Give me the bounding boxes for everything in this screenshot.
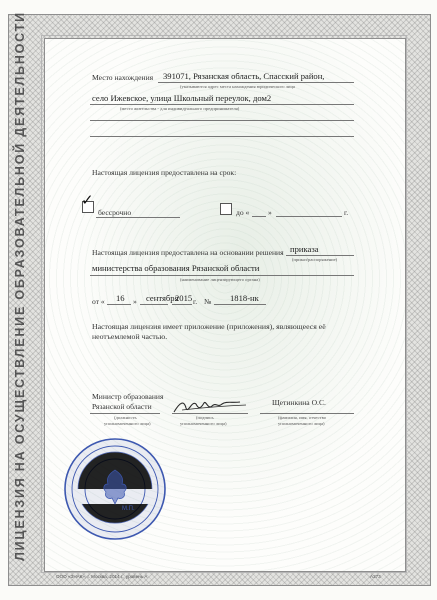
- signatory-position-1: Министр образования: [92, 392, 164, 401]
- signature-rule: [172, 413, 248, 414]
- location-rule-4: [90, 136, 354, 137]
- basis-doc-type-hint: (приказ/распоряжение): [292, 257, 338, 262]
- basis-doc-type-rule: [286, 255, 354, 256]
- until-year-suffix: г.: [344, 208, 349, 217]
- term-label: Настоящая лицензия предоставлена на срок:: [92, 168, 237, 177]
- location-label: Место нахождения: [92, 73, 154, 82]
- decision-from: от «: [92, 297, 105, 306]
- until-quote: »: [268, 208, 272, 217]
- position-hint-1: (должность: [114, 415, 137, 420]
- signature-hint-1: (подпись: [196, 415, 214, 420]
- appendix-text-1: Настоящая лицензия имеет приложение (приложения), являющееся её: [92, 322, 326, 331]
- position-hint-2: уполномоченного лица): [104, 421, 151, 426]
- signatory-name: Щетинкина О.С.: [272, 398, 326, 407]
- name-rule: [260, 413, 354, 414]
- until-prefix: до «: [236, 208, 250, 217]
- location-line2: село Ижевское, улица Школьный переулок, дом2: [92, 93, 272, 103]
- decision-day: 16: [116, 293, 125, 303]
- decision-year-rule: [172, 304, 192, 305]
- decision-number-rule: [214, 304, 266, 305]
- location-rule-1: [158, 82, 354, 83]
- unlimited-rule: [96, 217, 180, 218]
- until-checkbox[interactable]: [220, 203, 232, 215]
- stamp-center-text: М.П.: [122, 506, 135, 512]
- basis-authority: министерства образования Рязанской области: [92, 263, 260, 273]
- decision-month-rule: [140, 304, 168, 305]
- check-mark-icon: ✓: [81, 191, 94, 209]
- decision-number: 1818-нк: [230, 293, 259, 303]
- location-hint-1: (указываются адрес места нахождения юридического лица: [180, 84, 295, 89]
- basis-authority-hint: (наименование лицензирующего органа): [180, 277, 260, 282]
- basis-doc-type: приказа: [290, 244, 319, 254]
- until-day-rule: [252, 216, 266, 217]
- appendix-text-2: неотъемлемой частью.: [92, 332, 168, 341]
- form-code: A273: [370, 574, 381, 579]
- decision-month: сентября: [146, 293, 179, 303]
- side-title: ЛИЦЕНЗИЯ НА ОСУЩЕСТВЛЕНИЕ ОБРАЗОВАТЕЛЬНОЙ ДЕЯТЕЛЬНОСТИ: [13, 11, 27, 561]
- until-month-rule: [276, 216, 342, 217]
- official-stamp: [60, 434, 170, 544]
- location-rule-3: [90, 120, 354, 121]
- signatory-position-2: Рязанской области: [92, 402, 152, 411]
- decision-day-rule: [107, 304, 131, 305]
- decision-number-label: №: [204, 297, 212, 306]
- unlimited-label: бессрочно: [98, 208, 132, 217]
- basis-authority-rule: [90, 275, 354, 276]
- location-hint-2: (место жительства - для индивидуального предпринимателя): [120, 106, 240, 111]
- name-hint-1: (фамилия, имя, отчество: [278, 415, 327, 420]
- signature-hint-2: уполномоченного лица): [180, 421, 227, 426]
- name-hint-2: уполномоченного лица): [278, 421, 325, 426]
- decision-year-suffix: г.: [193, 297, 198, 306]
- basis-label: Настоящая лицензия предоставлена на основании решения: [92, 248, 284, 257]
- location-rule-2: [90, 104, 354, 105]
- decision-year: 2015: [175, 293, 193, 303]
- location-line1: 391071, Рязанская область, Спасский район,: [163, 71, 325, 81]
- printer-info: ООО «ЗНАК», г. Москва, 2014 г., уровень А: [56, 574, 148, 579]
- position-rule: [90, 413, 160, 414]
- decision-quote: »: [133, 297, 137, 306]
